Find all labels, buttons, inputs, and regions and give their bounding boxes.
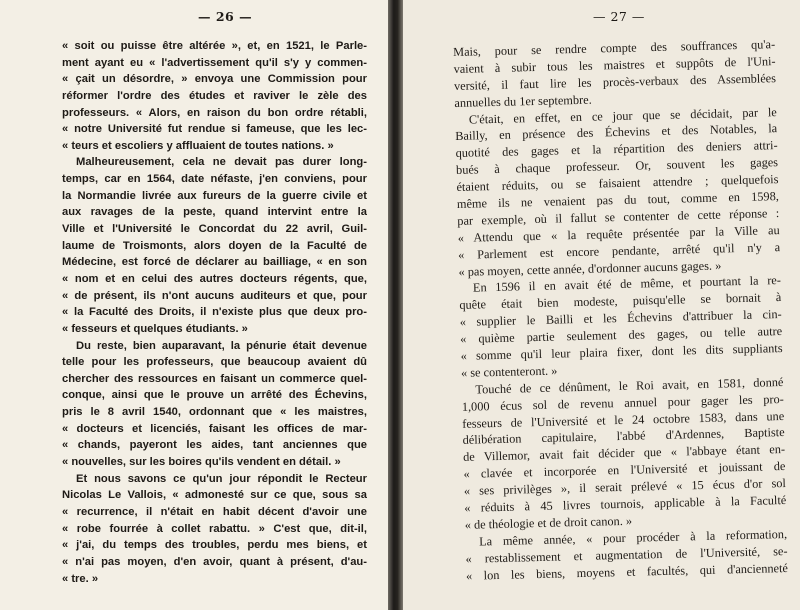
text-line: Médecine, est forcé de déclarer au bailliage, « en son	[62, 256, 367, 269]
text-line: « de présent, ils n'ont aucuns auditeurs et que, pour	[62, 289, 367, 302]
text-line: « fesseurs et quelques étudiants. »	[62, 322, 248, 335]
text-line: aux ravages de la peste, quand intervint entre la	[62, 206, 367, 219]
text-line: « nom et en celui des autres docteurs régents, que,	[62, 272, 367, 285]
text-line: étaient réduits, ou se faisaient attendre ; quelquefois	[456, 172, 779, 195]
text-line: « çait un désordre, » envoya une Commission pour	[62, 73, 367, 86]
page-number-left: — 26 —	[198, 9, 253, 24]
text-line: vaient à subir tous les maistres et suppôts de l'Uni-	[453, 54, 776, 76]
text-line: versité, il faut lire les procès-verbaux des Assemblées	[453, 70, 777, 93]
text-line: « réduits à 45 livres tournois, applicable à la Faculté	[464, 493, 787, 515]
text-line: « tre. »	[62, 572, 99, 585]
text-line: Bailly, en présence des Échevins et des Notables, la	[455, 121, 778, 144]
text-line: Touché de ce dénûment, le Roi avait, en 1581, donné	[475, 374, 784, 397]
text-line: même ils ne venaient pas du tout, comme en 1598,	[456, 189, 779, 211]
text-line: « la Faculté des Droits, il n'existe plus que deux pro-	[62, 306, 367, 319]
text-line: « pas moyen, cette année, d'ordonner aucuns gages. »	[458, 258, 722, 279]
left-page	[0, 0, 392, 610]
text-line: La même année, « pour procéder à la reformation,	[478, 526, 788, 549]
text-line: « restablissement et augmentation de l'Université, se-	[465, 543, 788, 566]
page-number-right: — 27 —	[593, 9, 645, 24]
text-line: fesseurs de l'Université et le 24 octobre 1583, dans une	[462, 408, 785, 431]
text-line: quête était bien modeste, puisqu'elle se bornait à	[459, 290, 782, 313]
text-line: Nicolas Le Vallois, « admonesté sur ce que, sous sa	[62, 489, 367, 502]
text-line: conque, ainsi que le prouve un arrêté des Échevins,	[62, 389, 367, 402]
text-line: « supplier le Bailli et les Échevins d'attribuer la cin-	[459, 307, 782, 330]
text-line: « Attendu que « la requête présentée par la Ville au	[457, 222, 780, 245]
right-page-body	[453, 36, 788, 584]
text-line: réformer l'ordre des études et raviver le zèle des	[62, 89, 367, 102]
text-line: En 1596 il en avait été de même, et pourtant la re-	[472, 273, 782, 296]
text-line: de Villemor, avait fait décider que « l'abbaye étant en-	[462, 442, 786, 465]
text-line: la Normandie livrée aux fureurs de la guerre civile et	[62, 189, 367, 202]
text-line: « clavée et incorporée en l'Université et jouissant de	[463, 459, 786, 482]
text-line: Et nous savons ce qu'un jour répondit le Recteur	[76, 472, 367, 485]
text-line: « quième partie seulement des gages, ou telle autre	[460, 324, 783, 347]
text-line: telle pour les professeurs, que beaucoup avaient dû	[62, 356, 367, 369]
text-line: « Parlement est encore pendante, arrêté qu'il n'y a	[457, 239, 781, 262]
book-gutter	[388, 0, 404, 610]
text-line: « chands, payeront les aides, tant anciennes que	[62, 439, 367, 452]
text-line: quotité des gages et la répartition des deniers attri-	[455, 138, 778, 161]
text-line: délibération capitulaire, l'abbé d'Ardennes, Baptiste	[462, 425, 785, 448]
text-line: « de théologie et de droit canon. »	[464, 513, 633, 532]
text-line: « lon les biens, moyens et facultés, qui d'ancienneté	[465, 560, 789, 583]
text-line: laume de Troismonts, alors doyen de la Faculté de	[62, 239, 367, 252]
text-line: « teurs et escoliers y affluaient de toutes nations. »	[62, 139, 334, 152]
text-line: C'était, en effet, en ce jour que se décidait, par le	[468, 104, 777, 127]
text-line: par exemple, où il fallut se contenter de cette réponse :	[457, 205, 780, 228]
text-line: « soit ou puisse être altérée », et, en 1521, le Parle-	[62, 40, 367, 52]
text-line: « n'ai pas moyen, d'en avoir, quant à présent, d'au-	[62, 555, 367, 568]
text-line: bués à chaque professeur. Or, souvent les gages	[455, 155, 779, 178]
left-page-body	[62, 38, 367, 587]
text-line: chercher des ressources en faisant un commerce quel-	[62, 372, 367, 385]
text-line: « robe fourrée à collet rabattu. » C'est que, dit-il,	[62, 522, 367, 535]
text-line: 1,000 écus sol de revenu annuel pour gager les pro-	[461, 391, 784, 414]
text-line: « recurrence, il n'était en habit décent d'avoir une	[62, 505, 367, 518]
text-line: Ville et l'Université le Concordat du 22 avril, Guil-	[62, 223, 367, 236]
text-line: temps, car en 1564, date néfaste, j'en conviens, pour	[62, 173, 367, 186]
text-line: « notre Université fut rendue si fameuse, que les lec-	[62, 123, 367, 136]
text-line: professeurs. « Alors, en raison du bon ordre rétabli,	[62, 106, 367, 119]
text-line: « se contenteront. »	[460, 363, 558, 380]
text-line: Malheureusement, cela ne devait pas durer long-	[76, 156, 367, 169]
text-line: « somme qu'il leur plaira fixer, dont les dits suppliants	[460, 341, 783, 363]
text-line: pris le 8 avril 1540, ordonnant que « les maistres,	[62, 406, 367, 419]
text-line: « nouvelles, sur les boires qu'ils vendent en détail. »	[62, 456, 341, 469]
text-line: Du reste, bien auparavant, la pénurie était devenue	[76, 339, 367, 352]
text-line: annuelles du 1er septembre.	[454, 92, 592, 110]
text-line: « j'ai, du temps des troubles, perdu mes biens, et	[62, 539, 367, 552]
text-line: Mais, pour se rendre compte des souffrances qu'a-	[453, 37, 776, 59]
text-line: « ses privilèges », il serait prélevé « 15 écus d'or sol	[463, 476, 786, 499]
text-line: « docteurs et licenciés, faisant les offices de mar-	[62, 422, 367, 435]
text-line: ment ayant eu « l'advertissement qu'il s'y y commen-	[62, 56, 367, 69]
